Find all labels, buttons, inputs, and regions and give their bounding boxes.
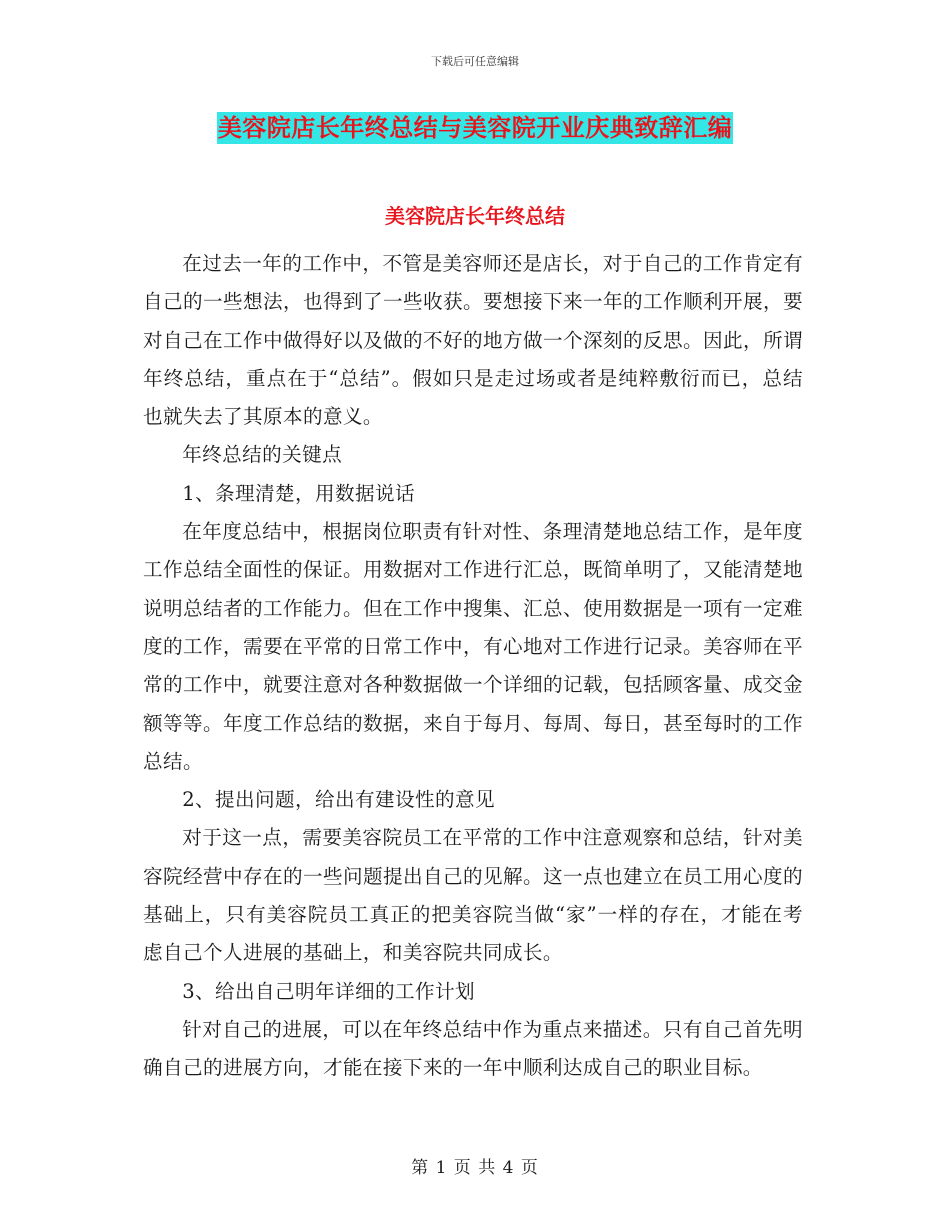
paragraph-point-3-body: 针对自己的进展，可以在年终总结中作为重点来描述。只有自己首先明确自己的进展方向，才能在接下来的一年中顺利达成自己的职业目标。 bbox=[143, 1017, 803, 1080]
section-title: 美容院店长年终总结 bbox=[385, 204, 565, 228]
paragraph-intro: 在过去一年的工作中，不管是美容师还是店长，对于自己的工作肯定有自己的一些想法，也得到了一些收获。要想接下来一年的工作顺利开展，要对自己在工作中做得好以及做的不好的地方做一个深刻的反思。因此，所谓年终总结，重点在于“总结”。假如只是走过场或者是纯粹敷衍而已，总结也就失去了其原本的意义。 bbox=[143, 252, 803, 429]
document-body bbox=[143, 245, 803, 1088]
document-title-wrap bbox=[0, 112, 950, 144]
header-note: 下载后可任意编辑 bbox=[431, 55, 519, 68]
document-title: 美容院店长年终总结与美容院开业庆典致辞汇编 bbox=[217, 113, 733, 142]
paragraph-point-3-heading: 3、给出自己明年详细的工作计划 bbox=[182, 979, 475, 1003]
paragraph-heading-keypoints: 年终总结的关键点 bbox=[182, 443, 343, 467]
paragraph-point-1-body: 在年度总结中，根据岗位职责有针对性、条理清楚地总结工作，是年度工作总结全面性的保证。用数据对工作进行汇总，既简单明了，又能清楚地说明总结者的工作能力。但在工作中搜集、汇总、使用数据是一项有一定难度的工作，需要在平常的日常工作中，有心地对工作进行记录。美容师在平常的工作中，就要注意对各种数据做一个详细的记载，包括顾客量、成交金额等等。年度工作总结的数据，来自于每月、每周、每日，甚至每时的工作总结。 bbox=[143, 520, 803, 773]
paragraph-point-1-heading: 1、条理清楚，用数据说话 bbox=[182, 481, 415, 505]
paragraph-point-2-body: 对于这一点，需要美容院员工在平常的工作中注意观察和总结，针对美容院经营中存在的一些问题提出自己的见解。这一点也建立在员工用心度的基础上，只有美容院员工真正的把美容院当做“家”一样的存在，才能在考虑自己个人进展的基础上，和美容院共同成长。 bbox=[143, 826, 803, 965]
page-number-footer: 第 1 页 共 4 页 bbox=[411, 1158, 539, 1178]
paragraph-point-2-heading: 2、提出问题，给出有建设性的意见 bbox=[182, 788, 495, 812]
